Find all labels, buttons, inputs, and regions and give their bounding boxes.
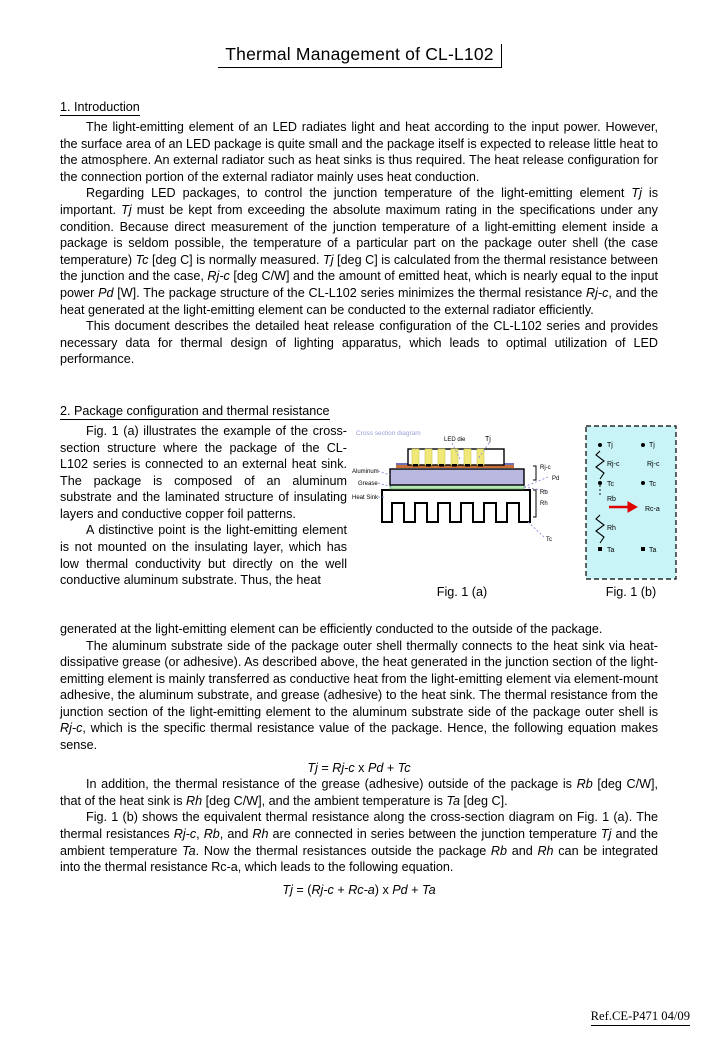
equation-term-pd: Pd bbox=[367, 760, 384, 775]
variable-rh: Rh bbox=[186, 793, 203, 808]
text-run: [deg C/W], and the ambient temperature is bbox=[202, 793, 447, 808]
equation-term-tc: Tc bbox=[397, 760, 411, 775]
figure-b-left-resistor-rjc: Rj-c bbox=[607, 460, 620, 468]
document-page bbox=[0, 44, 720, 1056]
variable-rjc: Rj-c bbox=[173, 827, 197, 842]
equation-2 bbox=[60, 882, 658, 899]
figure-a-label-rjc: Rj-c bbox=[540, 464, 551, 471]
figure-b-left-resistor-rh: Rh bbox=[607, 524, 616, 532]
variable-ta: Ta bbox=[446, 793, 460, 808]
text-run: Regarding LED packages, to control the junction temperature of the light-emitting element bbox=[86, 186, 632, 201]
text-run: is important. bbox=[60, 186, 658, 217]
text-run: [deg C/W] and the amount of emitted heat, which is nearly equal to the input power bbox=[60, 269, 658, 300]
text-run: [deg C] is normally measured. bbox=[148, 252, 324, 267]
figure-b-left-node-ta: Ta bbox=[607, 546, 615, 554]
equation-operator: + bbox=[333, 882, 349, 897]
variable-rb: Rb bbox=[203, 827, 220, 842]
section-heading-introduction: 1. Introduction bbox=[60, 100, 140, 114]
figure-b-left-node-tc: Tc bbox=[607, 480, 614, 488]
equation-operator: + bbox=[407, 882, 423, 897]
figure-a-label-aluminum: Aluminum bbox=[352, 468, 379, 475]
document-footer-reference: Ref.CE-P471 04/09 bbox=[591, 1009, 690, 1026]
equation-term-rca: Rc-a bbox=[348, 882, 375, 897]
equation-term-tj: Tj bbox=[282, 882, 293, 897]
figure-a-label-heat-sink: Heat Sink bbox=[352, 494, 379, 501]
variable-tj: Tj bbox=[600, 827, 612, 842]
text-run: [deg C]. bbox=[459, 793, 508, 808]
text-run: , and the heat generated at the light-emitting element can be conducted to the external radiator efficiently. bbox=[60, 285, 658, 317]
figure-a-label-tc: Tc bbox=[546, 536, 552, 543]
title-container bbox=[0, 44, 720, 68]
figure-b-right-node-ta: Ta bbox=[649, 546, 657, 554]
equation-operator: = bbox=[317, 760, 333, 775]
figure-a-label-rh: Rh bbox=[540, 500, 548, 507]
text-run: In addition, the thermal resistance of the grease (adhesive) outside of the package is bbox=[86, 777, 577, 792]
section-1-heading-wrap bbox=[60, 98, 658, 116]
figure-a-label-tj: Tj bbox=[485, 435, 491, 443]
figure-b-left-node-tj: Tj bbox=[607, 441, 613, 449]
figure-b-right-resistor-rjc: Rj-c bbox=[647, 460, 660, 468]
text-run: [deg C] is calculated from the thermal resistance between the junction and the case, bbox=[60, 252, 658, 284]
variable-rb: Rb bbox=[576, 777, 593, 792]
figure-b-left-resistor-rb: Rb bbox=[607, 495, 616, 503]
figure-1b-caption: Fig. 1 (b) bbox=[605, 584, 657, 599]
figure-a-label-rb: Rb bbox=[540, 489, 548, 496]
equation-term-rjc: Rj-c bbox=[332, 760, 355, 775]
figure-b-right-node-tj: Tj bbox=[649, 441, 655, 449]
text-run: , bbox=[196, 827, 204, 842]
figure-a-label-pd: Pd bbox=[552, 475, 560, 482]
package-paragraph-after-equation-1 bbox=[60, 776, 658, 809]
equation-term-pd: Pd bbox=[392, 882, 408, 897]
section-2-heading-wrap bbox=[60, 402, 658, 420]
variable-rh: Rh bbox=[537, 843, 554, 858]
section-heading-package: 2. Package configuration and thermal resistance bbox=[60, 403, 330, 418]
package-paragraph-after-figure-2 bbox=[60, 638, 658, 754]
text-run: and bbox=[507, 843, 538, 858]
equation-term-tj: Tj bbox=[307, 760, 318, 775]
variable-tc: Tc bbox=[135, 252, 149, 267]
figure-a-label-led-die: LED die bbox=[444, 436, 466, 443]
document-body bbox=[60, 98, 658, 898]
variable-tj: Tj bbox=[323, 252, 334, 267]
equation-term-ta: Ta bbox=[422, 882, 436, 897]
variable-rh: Rh bbox=[252, 827, 269, 842]
figure-1a-cross-section bbox=[352, 425, 582, 585]
variable-rb: Rb bbox=[490, 843, 508, 858]
equation-operator: x bbox=[354, 760, 368, 775]
figures-container bbox=[352, 423, 658, 619]
equation-operator: ) x bbox=[374, 882, 393, 897]
figure-b-right-resistor-rca: Rc-a bbox=[645, 505, 660, 513]
intro-paragraph-3: This document describes the detailed heat release configuration of the CL-L102 series and provides necessary data for thermal design of lighting apparatus, which leads to optimal utilization of LED performance. bbox=[60, 319, 658, 367]
text-run: [W]. The package structure of the CL-L102 series minimizes the thermal resistance bbox=[113, 285, 586, 300]
variable-tj: Tj bbox=[631, 186, 642, 201]
text-run: and the ambient temperature bbox=[60, 827, 659, 858]
package-paragraph-figure-1b-description bbox=[60, 809, 658, 875]
intro-paragraph-2 bbox=[60, 185, 658, 318]
text-run: are connected in series between the junction temperature bbox=[268, 827, 601, 842]
figure-1a-caption: Fig. 1 (a) bbox=[436, 584, 488, 599]
intro-paragraph-1: The light-emitting element of an LED radiates light and heat according to the input power. However, the surface area of an LED package is quite small and the package itself is expected to release little heat to the atmosphere. An external radiator such as heat sinks is thus required. The heat release configuration for the connection portion of the external radiator mainly uses heat conduction. bbox=[60, 120, 658, 184]
figure-a-label-grease: Grease bbox=[358, 480, 378, 487]
equation-operator: = ( bbox=[292, 882, 312, 897]
variable-rjc: Rj-c bbox=[585, 285, 609, 300]
text-run: The aluminum substrate side of the package outer shell thermally connects to the heat sink via heat-dissipative grease (or adhesive). As described above, the heat generated in the junction section of the light-emitting element is mainly transferred as conductive heat from the light-emitting element via element-mount adhesive, the aluminum substrate, and grease (adhesive) to the heat sink. The thermal resistance from the junction section of the light-emitting element to the aluminum substrate side of the package outer shell is bbox=[60, 638, 658, 719]
text-run: Fig. 1 (b) shows the equivalent thermal resistance along the cross-section diagram on Fig. 1 (a). The thermal resistances bbox=[60, 810, 658, 842]
figure-b-right-node-tc: Tc bbox=[649, 480, 656, 488]
figure-band bbox=[60, 423, 658, 621]
variable-pd: Pd bbox=[98, 285, 114, 300]
package-paragraph-after-figure-1: generated at the light-emitting element can be efficiently conducted to the outside of the package. bbox=[60, 621, 603, 636]
variable-tj: Tj bbox=[121, 202, 132, 217]
package-column-paragraph-2: A distinctive point is the light-emitting element is not mounted on the insulating layer, which has low thermal conductivity but directly on the well conductive aluminum substrate. Thus, the heat bbox=[60, 523, 347, 588]
equation-operator: + bbox=[383, 760, 398, 775]
text-run: , and bbox=[219, 827, 253, 842]
text-run: . Now the thermal resistances outside the package bbox=[195, 843, 491, 858]
text-run: must be kept from exceeding the absolute maximum rating in the specifications under any condition. Because direct measurement of the junction temperature of a light-emitting element inside a package is seldom possible, the temperature of a particular part on the package outer shell (the case temperature) bbox=[60, 202, 658, 267]
figure-1b-thermal-circuit bbox=[585, 425, 677, 580]
variable-rjc: Rj-c bbox=[60, 721, 83, 736]
text-run: [deg C/W], that of the heat sink is bbox=[60, 777, 658, 808]
text-run: can be integrated into the thermal resistance Rc-a, which leads to the following equation. bbox=[60, 843, 658, 875]
page-title: Thermal Management of CL-L102 bbox=[218, 44, 501, 68]
figure-a-title: Cross section diagram bbox=[356, 429, 421, 437]
text-run: , which is the specific thermal resistance value of the package. Hence, the following equation makes sense. bbox=[60, 721, 658, 753]
variable-rjc: Rj-c bbox=[207, 269, 230, 284]
equation-term-rjc: Rj-c bbox=[311, 882, 334, 897]
equation-1 bbox=[60, 760, 658, 777]
package-column-paragraph-1: Fig. 1 (a) illustrates the example of the cross-section structure where the package of the CL-L102 series is connected to an external heat sink. The package is composed of an aluminum substrate and the laminated structure of insulating layers and conductive copper foil patterns. bbox=[60, 423, 347, 521]
variable-ta: Ta bbox=[182, 843, 196, 858]
